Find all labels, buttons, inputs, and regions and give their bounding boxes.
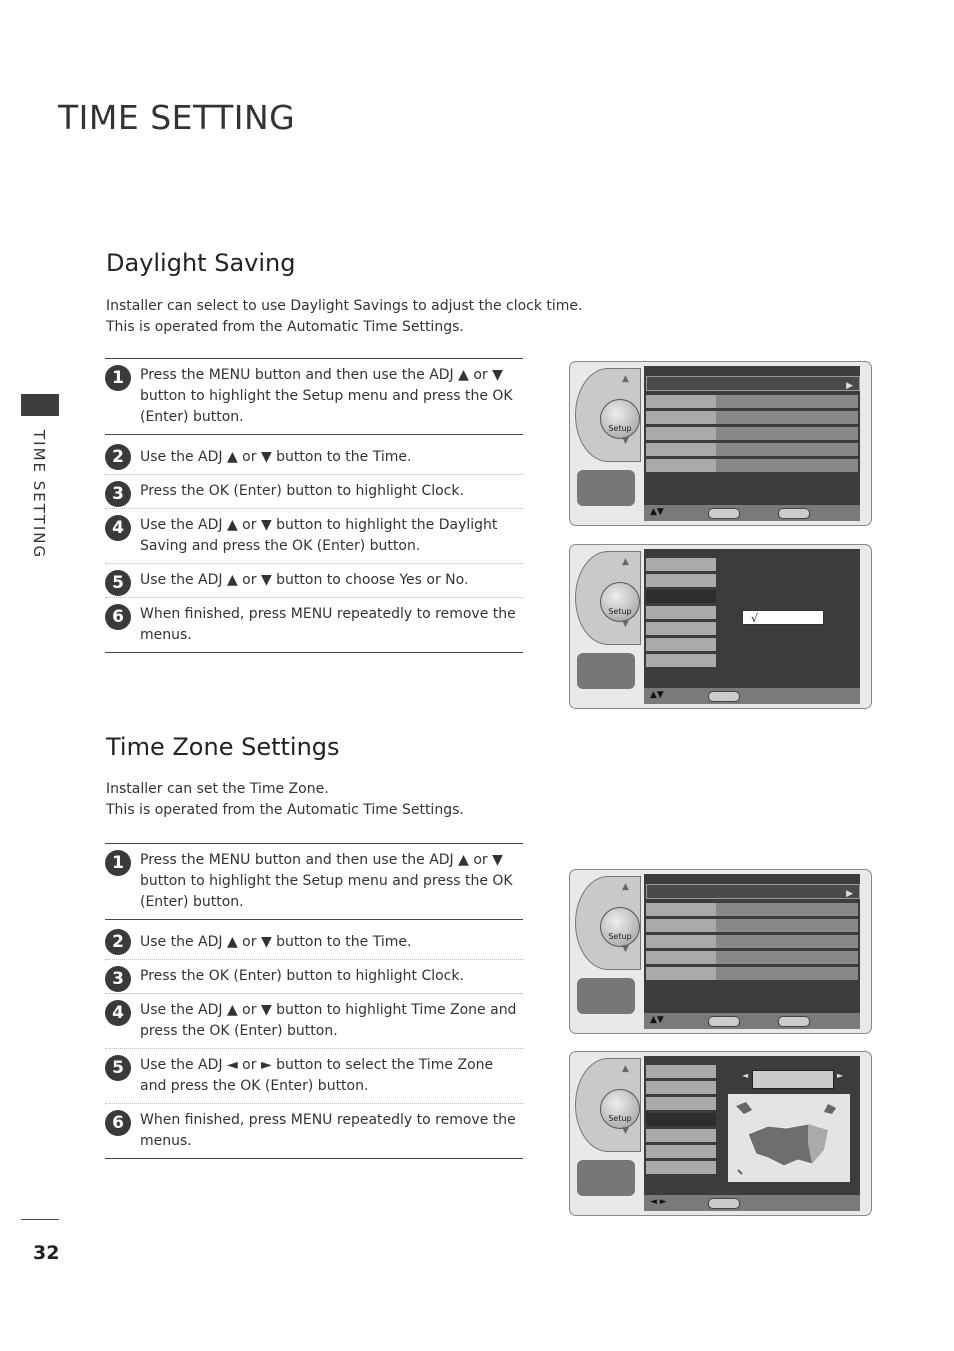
osd-screen — [644, 366, 860, 521]
step-number: 3 — [105, 481, 131, 507]
daylight-section-title: Daylight Saving — [106, 249, 296, 277]
alaska-shape — [736, 1102, 752, 1114]
timezone-intro — [106, 779, 464, 821]
setup-knob-icon: Setup — [600, 399, 640, 439]
dial — [575, 368, 641, 462]
tv-screen-time-zone — [569, 1051, 872, 1216]
osd-row — [646, 574, 716, 587]
timezone-step-5 — [105, 1049, 523, 1104]
step-text: Use the ADJ ◄ or ► button to select the Time Zone and press the OK (Enter) button. — [140, 1057, 494, 1094]
osd-row — [646, 376, 860, 391]
step-number: 2 — [105, 444, 131, 470]
timezone-steps — [105, 843, 523, 1159]
yes-no-selector — [742, 610, 824, 625]
nav-updown-icon: ▲▼ — [650, 1015, 664, 1025]
menu-button-graphic — [577, 470, 635, 506]
nav-updown-icon: ▲▼ — [650, 690, 664, 700]
osd-row — [646, 654, 716, 667]
eastern-zone-shape — [808, 1124, 828, 1164]
osd-row — [646, 622, 716, 635]
step-text: Use the ADJ ▲ or ▼ button to highlight the Daylight Saving and press the OK (Enter) button. — [140, 517, 498, 554]
menu-pill-icon — [778, 508, 810, 519]
down-arrow-icon: ▼ — [622, 619, 629, 629]
ok-pill-icon — [708, 1016, 740, 1027]
nav-updown-icon: ▲▼ — [650, 507, 664, 517]
page-number: 32 — [33, 1242, 60, 1264]
step-number: 1 — [105, 365, 131, 391]
osd-screen — [644, 549, 860, 704]
ok-pill-icon — [708, 691, 740, 702]
osd-row — [646, 1129, 716, 1142]
step-text: Press the OK (Enter) button to highlight Clock. — [140, 968, 464, 984]
osd-row — [646, 951, 858, 964]
osd-row — [646, 1065, 716, 1078]
daylight-intro-line1: Installer can select to use Daylight Savings to adjust the clock time. — [106, 298, 583, 314]
menu-button-graphic — [577, 978, 635, 1014]
daylight-step-6 — [105, 598, 523, 652]
timezone-step-4 — [105, 994, 523, 1049]
up-arrow-icon: ▲ — [622, 557, 629, 567]
timezone-step-6 — [105, 1104, 523, 1158]
step-number: 4 — [105, 1000, 131, 1026]
step-text: When finished, press MENU repeatedly to remove the menus. — [140, 1112, 516, 1149]
page-title: TIME SETTING — [58, 98, 296, 137]
tv-screen-daylight-saving — [569, 544, 872, 709]
daylight-intro — [106, 296, 583, 338]
daylight-steps — [105, 358, 523, 653]
step-text: Press the MENU button and then use the ADJ ▲ or ▼ button to highlight the Setup menu and press the OK (Enter) button. — [140, 367, 513, 425]
timezone-step-2 — [105, 920, 523, 960]
timezone-section-title: Time Zone Settings — [106, 733, 340, 761]
step-number: 3 — [105, 966, 131, 992]
side-label: TIME SETTING — [30, 430, 48, 560]
osd-row — [646, 411, 858, 424]
daylight-step-1 — [105, 359, 523, 435]
tv-screen-setup-menu-2 — [569, 869, 872, 1034]
osd-row — [646, 427, 858, 440]
side-tab-marker — [21, 394, 59, 416]
right-arrow-icon: ► — [837, 1071, 844, 1080]
step-text: Use the ADJ ▲ or ▼ button to the Time. — [140, 934, 412, 950]
daylight-step-3 — [105, 475, 523, 509]
down-arrow-icon: ▼ — [622, 436, 629, 446]
daylight-step-2 — [105, 435, 523, 475]
menu-button-graphic — [577, 1160, 635, 1196]
osd-screen — [644, 1056, 860, 1211]
setup-knob-icon: Setup — [600, 1089, 640, 1129]
osd-screen — [644, 874, 860, 1029]
up-arrow-icon: ▲ — [622, 1064, 629, 1074]
dial — [575, 1058, 641, 1152]
osd-row — [646, 1097, 716, 1110]
step-text: Use the ADJ ▲ or ▼ button to the Time. — [140, 449, 412, 465]
osd-statusbar — [644, 1195, 860, 1211]
step-text: Press the OK (Enter) button to highlight Clock. — [140, 483, 464, 499]
menu-button-graphic — [577, 653, 635, 689]
osd-row — [646, 1161, 716, 1174]
osd-row — [646, 884, 860, 899]
step-number: 5 — [105, 1055, 131, 1081]
osd-row — [646, 638, 716, 651]
step-number: 5 — [105, 570, 131, 596]
osd-row — [646, 1145, 716, 1158]
timezone-step-1 — [105, 844, 523, 920]
osd-row-selected — [646, 590, 716, 603]
ok-pill-icon — [708, 1198, 740, 1209]
step-number: 4 — [105, 515, 131, 541]
osd-row-selected — [646, 1113, 716, 1126]
menu-pill-icon — [778, 1016, 810, 1027]
down-arrow-icon: ▼ — [622, 1126, 629, 1136]
maine-shape — [824, 1104, 836, 1114]
step-text: Use the ADJ ▲ or ▼ button to highlight Time Zone and press the OK (Enter) button. — [140, 1002, 517, 1039]
osd-row — [646, 558, 716, 571]
osd-row — [646, 606, 716, 619]
osd-row — [646, 459, 858, 472]
ok-pill-icon — [708, 508, 740, 519]
dial — [575, 876, 641, 970]
step-number: 2 — [105, 929, 131, 955]
right-arrow-icon: ▶ — [846, 381, 853, 391]
osd-row — [646, 919, 858, 932]
up-arrow-icon: ▲ — [622, 882, 629, 892]
hawaii-shape — [738, 1170, 742, 1174]
osd-statusbar — [644, 688, 860, 704]
down-arrow-icon: ▼ — [622, 944, 629, 954]
step-text: Press the MENU button and then use the ADJ ▲ or ▼ button to highlight the Setup menu and press the OK (Enter) button. — [140, 852, 513, 910]
daylight-intro-line2: This is operated from the Automatic Time Settings. — [106, 319, 464, 335]
footer-rule — [21, 1219, 59, 1220]
osd-row — [646, 1081, 716, 1094]
osd-row — [646, 903, 858, 916]
osd-row — [646, 967, 858, 980]
nav-leftright-icon: ◄ ► — [650, 1197, 667, 1207]
osd-statusbar — [644, 1013, 860, 1029]
osd-row — [646, 395, 858, 408]
osd-row — [646, 443, 858, 456]
osd-statusbar — [644, 505, 860, 521]
daylight-step-4 — [105, 509, 523, 564]
up-arrow-icon: ▲ — [622, 374, 629, 384]
setup-knob-icon: Setup — [600, 907, 640, 947]
timezone-intro-line1: Installer can set the Time Zone. — [106, 781, 329, 797]
step-number: 1 — [105, 850, 131, 876]
us-map-icon — [728, 1094, 850, 1182]
step-number: 6 — [105, 1110, 131, 1136]
osd-row — [646, 935, 858, 948]
step-text: Use the ADJ ▲ or ▼ button to choose Yes or No. — [140, 572, 469, 588]
right-arrow-icon: ▶ — [846, 889, 853, 899]
timezone-step-3 — [105, 960, 523, 994]
step-number: 6 — [105, 604, 131, 630]
step-text: When finished, press MENU repeatedly to remove the menus. — [140, 606, 516, 643]
us-map-graphic — [728, 1094, 850, 1182]
setup-knob-icon: Setup — [600, 582, 640, 622]
time-zone-selector — [752, 1070, 834, 1089]
left-arrow-icon: ◄ — [742, 1071, 749, 1080]
tv-screen-setup-menu-1 — [569, 361, 872, 526]
daylight-step-5 — [105, 564, 523, 598]
check-icon: √ — [751, 612, 759, 625]
timezone-intro-line2: This is operated from the Automatic Time Settings. — [106, 802, 464, 818]
dial — [575, 551, 641, 645]
